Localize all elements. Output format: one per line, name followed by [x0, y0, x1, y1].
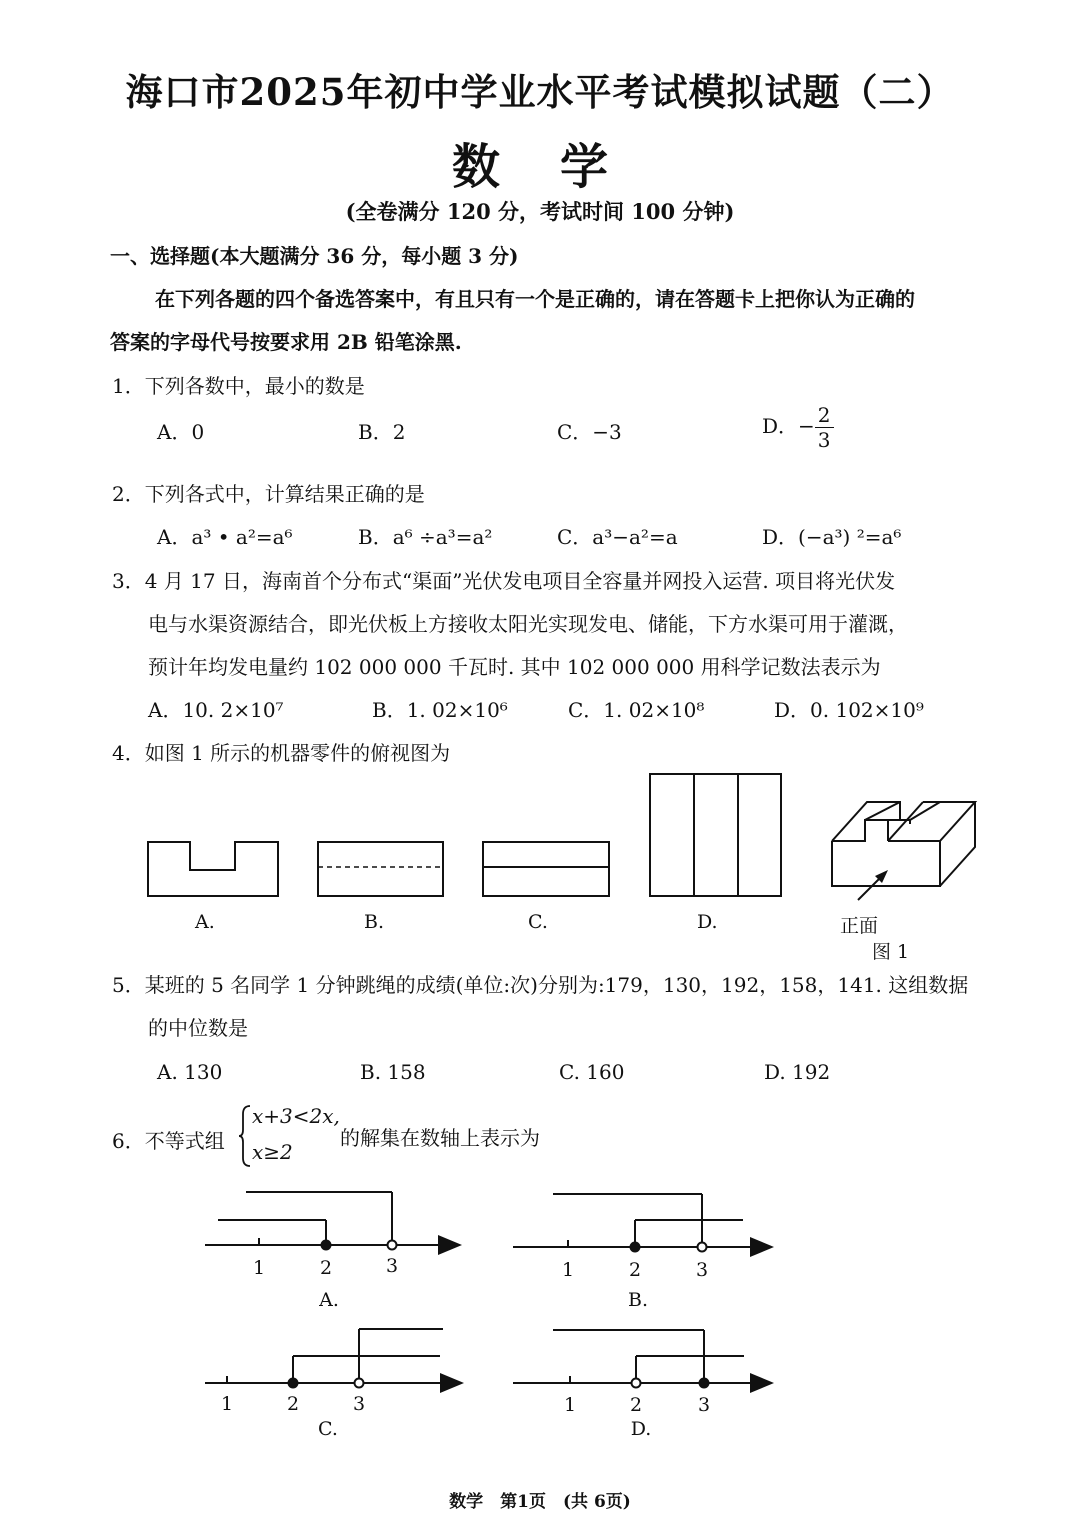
q4-label-a: A.: [195, 911, 215, 933]
q2-option-d: D．(−a³) ²=a⁶: [762, 525, 902, 549]
q1-option-a: A．0: [157, 420, 205, 444]
q5-option-b: B. 158: [360, 1060, 426, 1084]
q6-b-tick-2: 2: [628, 1259, 642, 1281]
subject-title: 数学: [451, 139, 668, 195]
q6-stem-prefix: 6．不等式组: [112, 1129, 225, 1153]
q4-label-c: C.: [528, 911, 548, 933]
q6-label-b: B.: [627, 1289, 649, 1311]
q4-view-c: [483, 842, 609, 896]
q6-number-lines: [0, 1180, 1080, 1450]
q6-stem-suffix: 的解集在数轴上表示为: [340, 1126, 540, 1150]
q5-option-a: A. 130: [157, 1060, 223, 1084]
q6-numberline-c: [205, 1329, 460, 1388]
q6-label-c: C.: [318, 1418, 338, 1440]
q1-d-numerator: 2: [815, 403, 834, 428]
q3-option-a: A．10. 2×10⁷: [148, 698, 284, 722]
page-footer: 数学 第1页 (共 6页): [449, 1492, 631, 1512]
q5-line-1: 5．某班的 5 名同学 1 分钟跳绳的成绩(单位:次)分别为:179，130，192，158，141. 这组数据: [112, 973, 969, 997]
q6-numberline-d: [513, 1330, 770, 1388]
q4-label-b: B.: [364, 911, 385, 933]
q4-view-d: [650, 774, 781, 896]
instruction-line-1: 在下列各题的四个备选答案中，有且只有一个是正确的，请在答题卡上把你认为正确的: [155, 287, 915, 311]
q6-c-tick-2: 2: [286, 1393, 300, 1415]
q3-option-b: B．1. 02×10⁶: [372, 698, 508, 722]
q6-numberline-a: [205, 1192, 458, 1250]
q4-view-b: [318, 842, 443, 896]
q6-numberline-b: [513, 1194, 770, 1252]
q1-option-c: C．−3: [557, 420, 622, 444]
q4-figure-caption: 图 1: [872, 941, 910, 963]
q1-stem: 1．下列各数中，最小的数是: [112, 374, 365, 398]
q3-option-d: D．0. 102×10⁹: [774, 698, 924, 722]
q1-d-denominator: 3: [817, 428, 831, 452]
q6-label-d: D.: [630, 1418, 652, 1440]
q6-inequality-2: x≥2: [252, 1140, 293, 1164]
q4-label-d: D.: [697, 911, 718, 933]
q4-view-a: [148, 842, 278, 896]
q6-inequality-1: x+3<2x,: [252, 1104, 340, 1128]
q5-option-d: D. 192: [764, 1060, 831, 1084]
q6-brace: [238, 1104, 252, 1168]
exam-title: 海口市2025年初中学业水平考试模拟试题（二）: [125, 70, 955, 114]
q6-c-tick-1: 1: [220, 1393, 234, 1415]
q2-option-c: C．a³−a²=a: [557, 525, 678, 549]
q5-option-c: C. 160: [559, 1060, 625, 1084]
q1-option-d: [762, 403, 834, 452]
q6-a-tick-3: 3: [385, 1255, 399, 1277]
q5-line-2: 的中位数是: [148, 1016, 248, 1040]
q6-d-tick-2: 2: [629, 1394, 643, 1416]
q4-stem: 4．如图 1 所示的机器零件的俯视图为: [112, 741, 451, 765]
q1-option-b: B．2: [358, 420, 406, 444]
score-note: (全卷满分 120 分，考试时间 100 分钟): [345, 199, 735, 224]
q6-b-tick-1: 1: [561, 1259, 575, 1281]
q2-stem: 2．下列各式中，计算结果正确的是: [112, 482, 425, 506]
q6-d-tick-3: 3: [697, 1394, 711, 1416]
q3-line-3: 预计年均发电量约 102 000 000 千瓦时. 其中 102 000 000 用科学记数法表示为: [148, 655, 881, 679]
q2-option-b: B．a⁶ ÷a³=a²: [358, 525, 493, 549]
q3-line-1: 3．4 月 17 日，海南首个分布式“渠面”光伏发电项目全容量并网投入运营. 项目将光伏发: [112, 569, 896, 593]
q6-b-tick-3: 3: [695, 1259, 709, 1281]
q6-d-tick-1: 1: [563, 1394, 577, 1416]
q6-a-tick-1: 1: [252, 1257, 266, 1279]
q6-c-tick-3: 3: [352, 1393, 366, 1415]
q4-front-label: 正面: [840, 915, 879, 937]
q1-d-fraction: [815, 403, 834, 452]
q3-option-c: C．1. 02×10⁸: [568, 698, 705, 722]
q4-figures: [0, 760, 1080, 970]
instruction-line-2: 答案的字母代号按要求用 2B 铅笔涂黑.: [110, 330, 462, 354]
q1-d-prefix: D．−: [762, 414, 815, 438]
q6-a-tick-2: 2: [319, 1257, 333, 1279]
section-heading: 一、选择题(本大题满分 36 分，每小题 3 分): [110, 244, 519, 268]
q6-label-a: A.: [319, 1289, 339, 1311]
q4-figure-1-solid: [832, 802, 975, 886]
q2-option-a: A．a³ • a²=a⁶: [157, 525, 293, 549]
q3-line-2: 电与水渠资源结合，即光伏板上方接收太阳光实现发电、储能，下方水渠可用于灌溉，: [148, 612, 908, 636]
